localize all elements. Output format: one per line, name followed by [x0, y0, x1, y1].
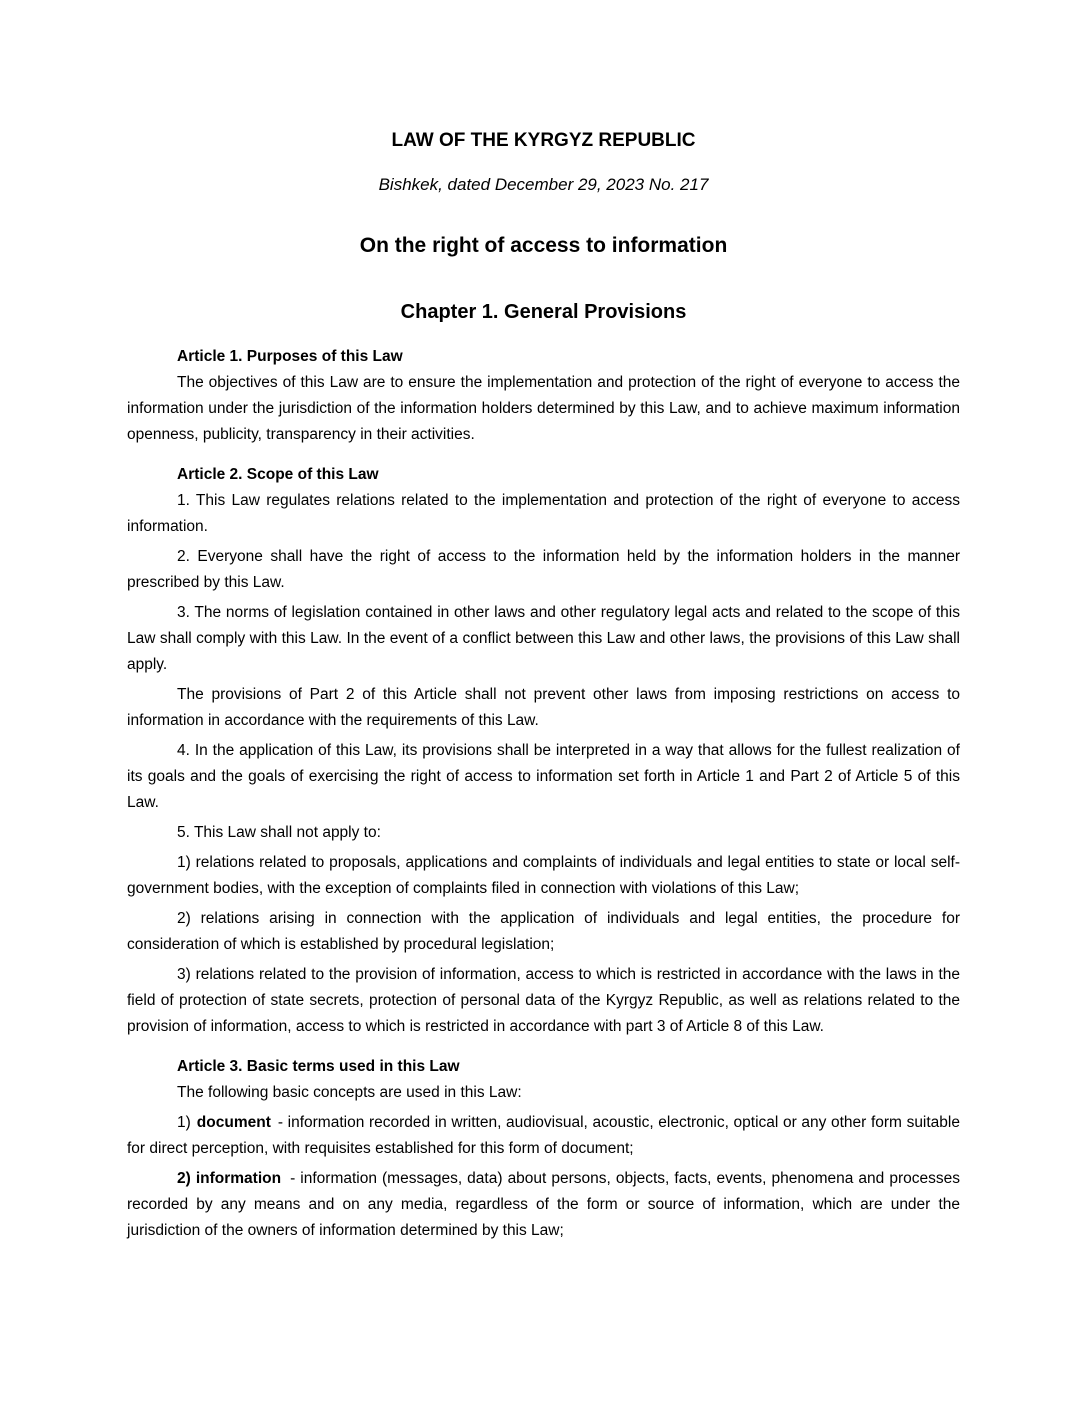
article-1-heading: Article 1. Purposes of this Law: [177, 348, 403, 365]
article-2-list-item-2: 2) relations arising in connection with the application of individuals and legal entities, the procedure for consideration of which is established by procedural legislation;: [127, 910, 960, 953]
article-2-paragraph-2: 2. Everyone shall have the right of access to the information held by the information holders in the manner prescribed by this Law.: [127, 548, 960, 591]
article-2-heading: Article 2. Scope of this Law: [177, 466, 379, 483]
article-2-paragraph-4: The provisions of Part 2 of this Article shall not prevent other laws from imposing restrictions on access to information in accordance with the requirements of this Law.: [127, 686, 960, 729]
article-3-term-document: [127, 1106, 960, 1162]
term-number: 1): [177, 1114, 191, 1131]
doc-dateline: Bishkek, dated December 29, 2023 No. 217: [378, 175, 709, 194]
chapter-heading: Chapter 1. General Provisions: [400, 301, 687, 323]
document-body: [127, 330, 960, 1244]
article-2-paragraph-3: 3. The norms of legislation contained in other laws and other regulatory legal acts and related to the scope of this Law shall comply with this Law. In the event of a conflict between this Law and other laws, the provisions of this Law shall apply.: [127, 604, 960, 673]
article-3-term-information: [127, 1162, 960, 1244]
term-definition: - information (messages, data) about persons, objects, facts, events, phenomena and processes recorded by any means and on any media, regardless of the form or source of information, which are under the jurisdiction of the owners of information determined by this Law;: [127, 1170, 960, 1239]
article-2-list-item-1: 1) relations related to proposals, applications and complaints of individuals and legal entities to state or local self-government bodies, with the exception of complaints filed in connection with violations of this Law;: [127, 854, 960, 897]
article-2-paragraph-1: 1. This Law regulates relations related to the implementation and protection of the right of everyone to access information.: [127, 492, 960, 535]
article-2-paragraph-5: 4. In the application of this Law, its provisions shall be interpreted in a way that allows for the fullest realization of its goals and the goals of exercising the right of access to information set forth in Article 1 and Part 2 of Article 5 of this Law.: [127, 742, 960, 811]
article-3-heading: Article 3. Basic terms used in this Law: [177, 1058, 460, 1075]
article-1-paragraph: The objectives of this Law are to ensure the implementation and protection of the right of everyone to access the information under the jurisdiction of the information holders determined by this Law, and to achieve maximum information openness, publicity, transparency in their activities.: [127, 374, 960, 443]
doc-title: LAW OF THE KYRGYZ REPUBLIC: [391, 130, 696, 151]
term-definition: - information recorded in written, audiovisual, acoustic, electronic, optical or any other form suitable for direct perception, with requisites established for this form of document;: [127, 1114, 960, 1157]
doc-subject-title: On the right of access to information: [359, 234, 728, 257]
article-3-paragraph-1: The following basic concepts are used in this Law:: [177, 1084, 522, 1101]
term-word-document: document: [196, 1114, 271, 1131]
article-2-list-item-3: 3) relations related to the provision of information, access to which is restricted in accordance with the laws in the field of protection of state secrets, protection of personal data of the Kyrgyz Republic, as well as relations related to the provision of information, access to which is restricted in accordance with part 3 of Article 8 of this Law.: [127, 966, 960, 1035]
article-2-paragraph-6: 5. This Law shall not apply to:: [177, 824, 381, 841]
term-word-information: 2) information: [177, 1170, 282, 1187]
